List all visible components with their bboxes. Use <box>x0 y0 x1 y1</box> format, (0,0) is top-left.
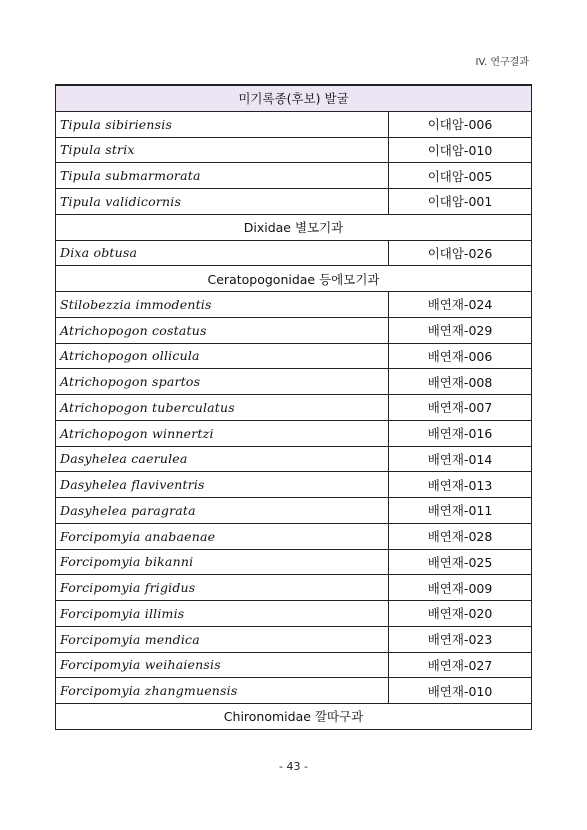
specimen-code-cell: 배연재-025 <box>389 549 532 575</box>
species-table <box>55 84 532 730</box>
table-row <box>56 343 532 369</box>
specimen-code-cell: 배연재-009 <box>389 575 532 601</box>
species-name-cell: Tipula submarmorata <box>56 163 389 189</box>
species-name-cell: Dixa obtusa <box>56 240 389 266</box>
specimen-code-cell: 이대암-010 <box>389 137 532 163</box>
specimen-code-cell: 배연재-014 <box>389 446 532 472</box>
specimen-code-cell: 배연재-008 <box>389 369 532 395</box>
specimen-code-cell: 배연재-010 <box>389 678 532 704</box>
table-row <box>56 678 532 704</box>
section-header-row <box>56 85 532 111</box>
species-name-cell: Atrichopogon tuberculatus <box>56 395 389 421</box>
specimen-code-cell: 이대암-026 <box>389 240 532 266</box>
specimen-code-cell: 배연재-006 <box>389 343 532 369</box>
species-table-body <box>56 85 532 729</box>
species-name-cell: Forcipomyia illimis <box>56 601 389 627</box>
species-name-cell: Forcipomyia weihaiensis <box>56 652 389 678</box>
table-row <box>56 601 532 627</box>
specimen-code-cell: 이대암-006 <box>389 111 532 137</box>
specimen-code-cell: 배연재-028 <box>389 523 532 549</box>
table-row <box>56 240 532 266</box>
species-name-cell: Atrichopogon ollicula <box>56 343 389 369</box>
table-row <box>56 498 532 524</box>
section-header-row <box>56 214 532 240</box>
section-header-row <box>56 704 532 730</box>
species-name-cell: Forcipomyia zhangmuensis <box>56 678 389 704</box>
specimen-code-cell: 배연재-020 <box>389 601 532 627</box>
table-row <box>56 395 532 421</box>
table-row <box>56 446 532 472</box>
table-row <box>56 523 532 549</box>
section-header-row <box>56 266 532 292</box>
specimen-code-cell: 배연재-024 <box>389 292 532 318</box>
table-row <box>56 369 532 395</box>
species-name-cell: Atrichopogon costatus <box>56 317 389 343</box>
specimen-code-cell: 배연재-016 <box>389 420 532 446</box>
section-header-label: Chironomidae 깔따구과 <box>56 704 532 730</box>
species-name-cell: Dasyhelea paragrata <box>56 498 389 524</box>
section-header-label: Dixidae 별모기과 <box>56 214 532 240</box>
species-name-cell: Forcipomyia bikanni <box>56 549 389 575</box>
table-row <box>56 575 532 601</box>
table-row <box>56 163 532 189</box>
table-row <box>56 317 532 343</box>
species-name-cell: Stilobezzia immodentis <box>56 292 389 318</box>
specimen-code-cell: 배연재-023 <box>389 626 532 652</box>
running-head: IV. 연구결과 <box>475 57 529 68</box>
table-row <box>56 111 532 137</box>
table-row <box>56 189 532 215</box>
species-name-cell: Forcipomyia mendica <box>56 626 389 652</box>
page-number: - 43 - <box>279 760 308 773</box>
species-name-cell: Forcipomyia frigidus <box>56 575 389 601</box>
specimen-code-cell: 이대암-001 <box>389 189 532 215</box>
table-row <box>56 420 532 446</box>
section-header-label: Ceratopogonidae 등에모기과 <box>56 266 532 292</box>
species-name-cell: Atrichopogon spartos <box>56 369 389 395</box>
species-name-cell: Tipula sibiriensis <box>56 111 389 137</box>
specimen-code-cell: 배연재-011 <box>389 498 532 524</box>
table-row <box>56 292 532 318</box>
specimen-code-cell: 배연재-027 <box>389 652 532 678</box>
table-row <box>56 652 532 678</box>
species-name-cell: Tipula strix <box>56 137 389 163</box>
table-row <box>56 626 532 652</box>
specimen-code-cell: 이대암-005 <box>389 163 532 189</box>
species-name-cell: Forcipomyia anabaenae <box>56 523 389 549</box>
specimen-code-cell: 배연재-013 <box>389 472 532 498</box>
species-name-cell: Atrichopogon winnertzi <box>56 420 389 446</box>
table-row <box>56 137 532 163</box>
species-name-cell: Dasyhelea flaviventris <box>56 472 389 498</box>
section-header-label: 미기록종(후보) 발굴 <box>56 85 532 111</box>
specimen-code-cell: 배연재-007 <box>389 395 532 421</box>
specimen-code-cell: 배연재-029 <box>389 317 532 343</box>
species-name-cell: Tipula validicornis <box>56 189 389 215</box>
table-row <box>56 472 532 498</box>
table-row <box>56 549 532 575</box>
species-name-cell: Dasyhelea caerulea <box>56 446 389 472</box>
